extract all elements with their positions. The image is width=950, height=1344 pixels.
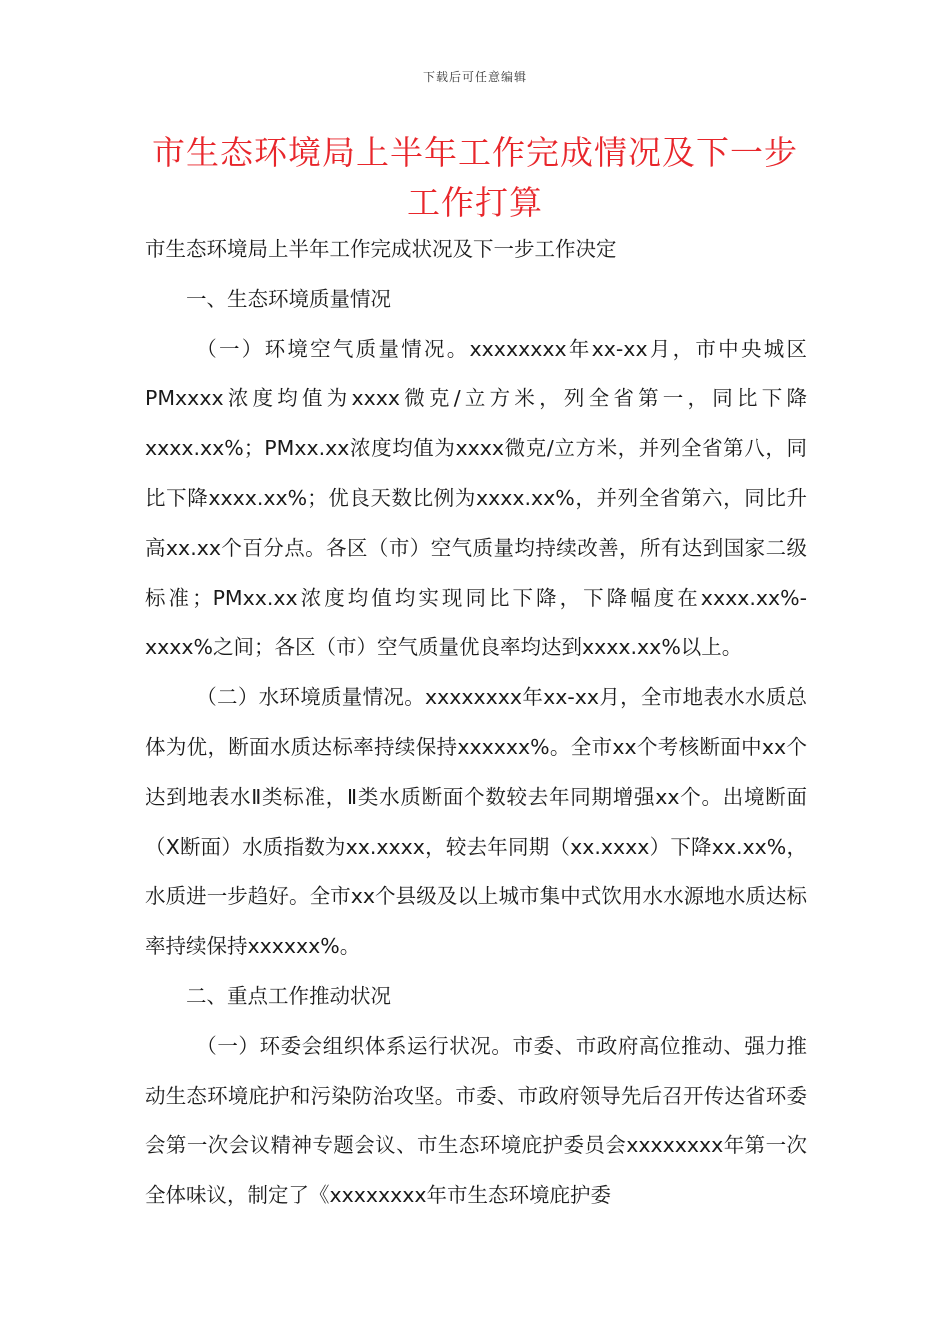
section-heading-environment-quality: 一、生态环境质量情况 <box>186 286 391 311</box>
document-title: 市生态环境局上半年工作完成情况及下一步工作打算 <box>152 133 798 222</box>
paragraph-committee: （一）环委会组织体系运行状况。市委、市政府高位推动、强力推动生态环境庇护和污染防治攻坚。市委、市政府领导先后召开传达省环委会第一次会议精神专题会议、市生态环境庇护委员会xxxxxxxx年第一次全体味议，制定了《xxxxxxxx年市生态环境庇护委 <box>145 1033 807 1208</box>
document-subtitle: 市生态环境局上半年工作完成状况及下一步工作决定 <box>145 237 617 261</box>
page-header: 下载后可任意编辑 <box>422 70 527 84</box>
paragraph-air-quality: （一）环境空气质量情况。xxxxxxxx年xx-xx月，市中央城区PMxxxx浓度均值为xxxx微克/立方米，列全省第一，同比下降xxxx.xx%；PMxx.xx浓度均值为xxxx微克/立方米，并列全省第八，同比下降xxxx.xx%；优良天数比例为xxxx.xx%，并列全省第六，同比升高xx.xx个百分点。各区（市）空气质量均持续改善，所有达到国家二级标准；PMxx.xx浓度均值均实现同比下降，下降幅度在xxxx.xx%-xxxx%之间；各区（市）空气质量优良率均达到xxxx.xx%以上。 <box>145 336 807 660</box>
document-body <box>145 225 807 1221</box>
section-heading-key-work: 二、重点工作推动状况 <box>186 983 391 1008</box>
paragraph-water-quality: （二）水环境质量情况。xxxxxxxx年xx-xx月，全市地表水水质总体为优，断面水质达标率持续保持xxxxxx%。全市xx个考核断面中xx个达到地表水Ⅱ类标准，Ⅱ类水质断面个数较去年同期增强xx个。出境断面（X断面）水质指数为xx.xxxx，较去年同期（xx.xxxx）下降xx.xx%，水质进一步趋好。全市xx个县级及以上城市集中式饮用水水源地水质达标率持续保持xxxxxx%。 <box>145 685 807 959</box>
